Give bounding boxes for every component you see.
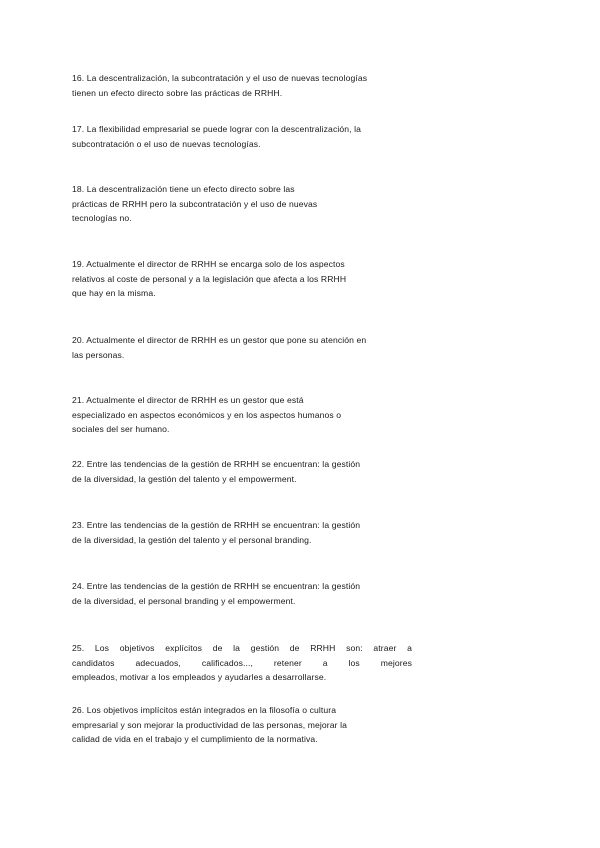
statement-line: empleados, motivar a los empleados y ayudarles a desarrollarse. — [72, 672, 327, 682]
statement-line: prácticas de RRHH pero la subcontratación y el uso de nuevas — [72, 198, 318, 209]
statement-24 — [72, 579, 412, 608]
statement-22 — [72, 457, 412, 486]
statement-line: 17. La flexibilidad empresarial se puede lograr con la descentralización, la — [72, 124, 361, 134]
statement-line: 25. Los objetivos explícitos de la gestión de RRHH son: atraer a — [72, 643, 412, 653]
statement-line: subcontratación o el uso de nuevas tecnologías. — [72, 138, 261, 149]
statement-18 — [72, 182, 412, 226]
statement-line: de la diversidad, la gestión del talento y el empowerment. — [72, 473, 297, 484]
statement-line: de la diversidad, el personal branding y el empowerment. — [72, 595, 296, 606]
statement-23 — [72, 518, 412, 547]
statement-25 — [72, 641, 412, 685]
statement-line: especializado en aspectos económicos y en los aspectos humanos o — [72, 409, 342, 420]
statement-line: 22. Entre las tendencias de la gestión de RRHH se encuentran: la gestión — [72, 459, 361, 469]
statement-line: empresarial y son mejorar la productividad de las personas, mejorar la — [72, 719, 347, 730]
statement-21 — [72, 393, 412, 437]
statement-line: tecnologías no. — [72, 213, 132, 223]
statement-line: que hay en la misma. — [72, 288, 156, 298]
statement-line: 24. Entre las tendencias de la gestión de RRHH se encuentran: la gestión — [72, 581, 361, 591]
statement-26 — [72, 703, 412, 747]
statement-line: relativos al coste de personal y a la legislación que afecta a los RRHH — [72, 273, 347, 284]
statement-line: tienen un efecto directo sobre las prácticas de RRHH. — [72, 87, 283, 98]
statement-line: 20. Actualmente el director de RRHH es un gestor que pone su atención en — [72, 335, 367, 345]
statement-line: 16. La descentralización, la subcontratación y el uso de nuevas tecnologías — [72, 73, 368, 83]
statement-line: 19. Actualmente el director de RRHH se encarga solo de los aspectos — [72, 259, 345, 269]
statement-line: 26. Los objetivos implícitos están integrados en la filosofía o cultura — [72, 705, 337, 715]
statement-20 — [72, 333, 412, 362]
statement-line: de la diversidad, la gestión del talento y el personal branding. — [72, 534, 312, 545]
statement-line: calidad de vida en el trabajo y el cumplimiento de la normativa. — [72, 734, 318, 744]
statement-17 — [72, 122, 412, 151]
statement-line: candidatos adecuados, calificados..., retener a los mejores — [72, 657, 412, 668]
statement-line: 23. Entre las tendencias de la gestión de RRHH se encuentran: la gestión — [72, 520, 361, 530]
statement-16 — [72, 71, 412, 100]
statement-line: 18. La descentralización tiene un efecto directo sobre las — [72, 184, 295, 194]
statement-line: 21. Actualmente el director de RRHH es un gestor que está — [72, 395, 304, 405]
statement-19 — [72, 257, 412, 301]
statement-line: sociales del ser humano. — [72, 424, 170, 434]
statement-line: las personas. — [72, 349, 125, 360]
